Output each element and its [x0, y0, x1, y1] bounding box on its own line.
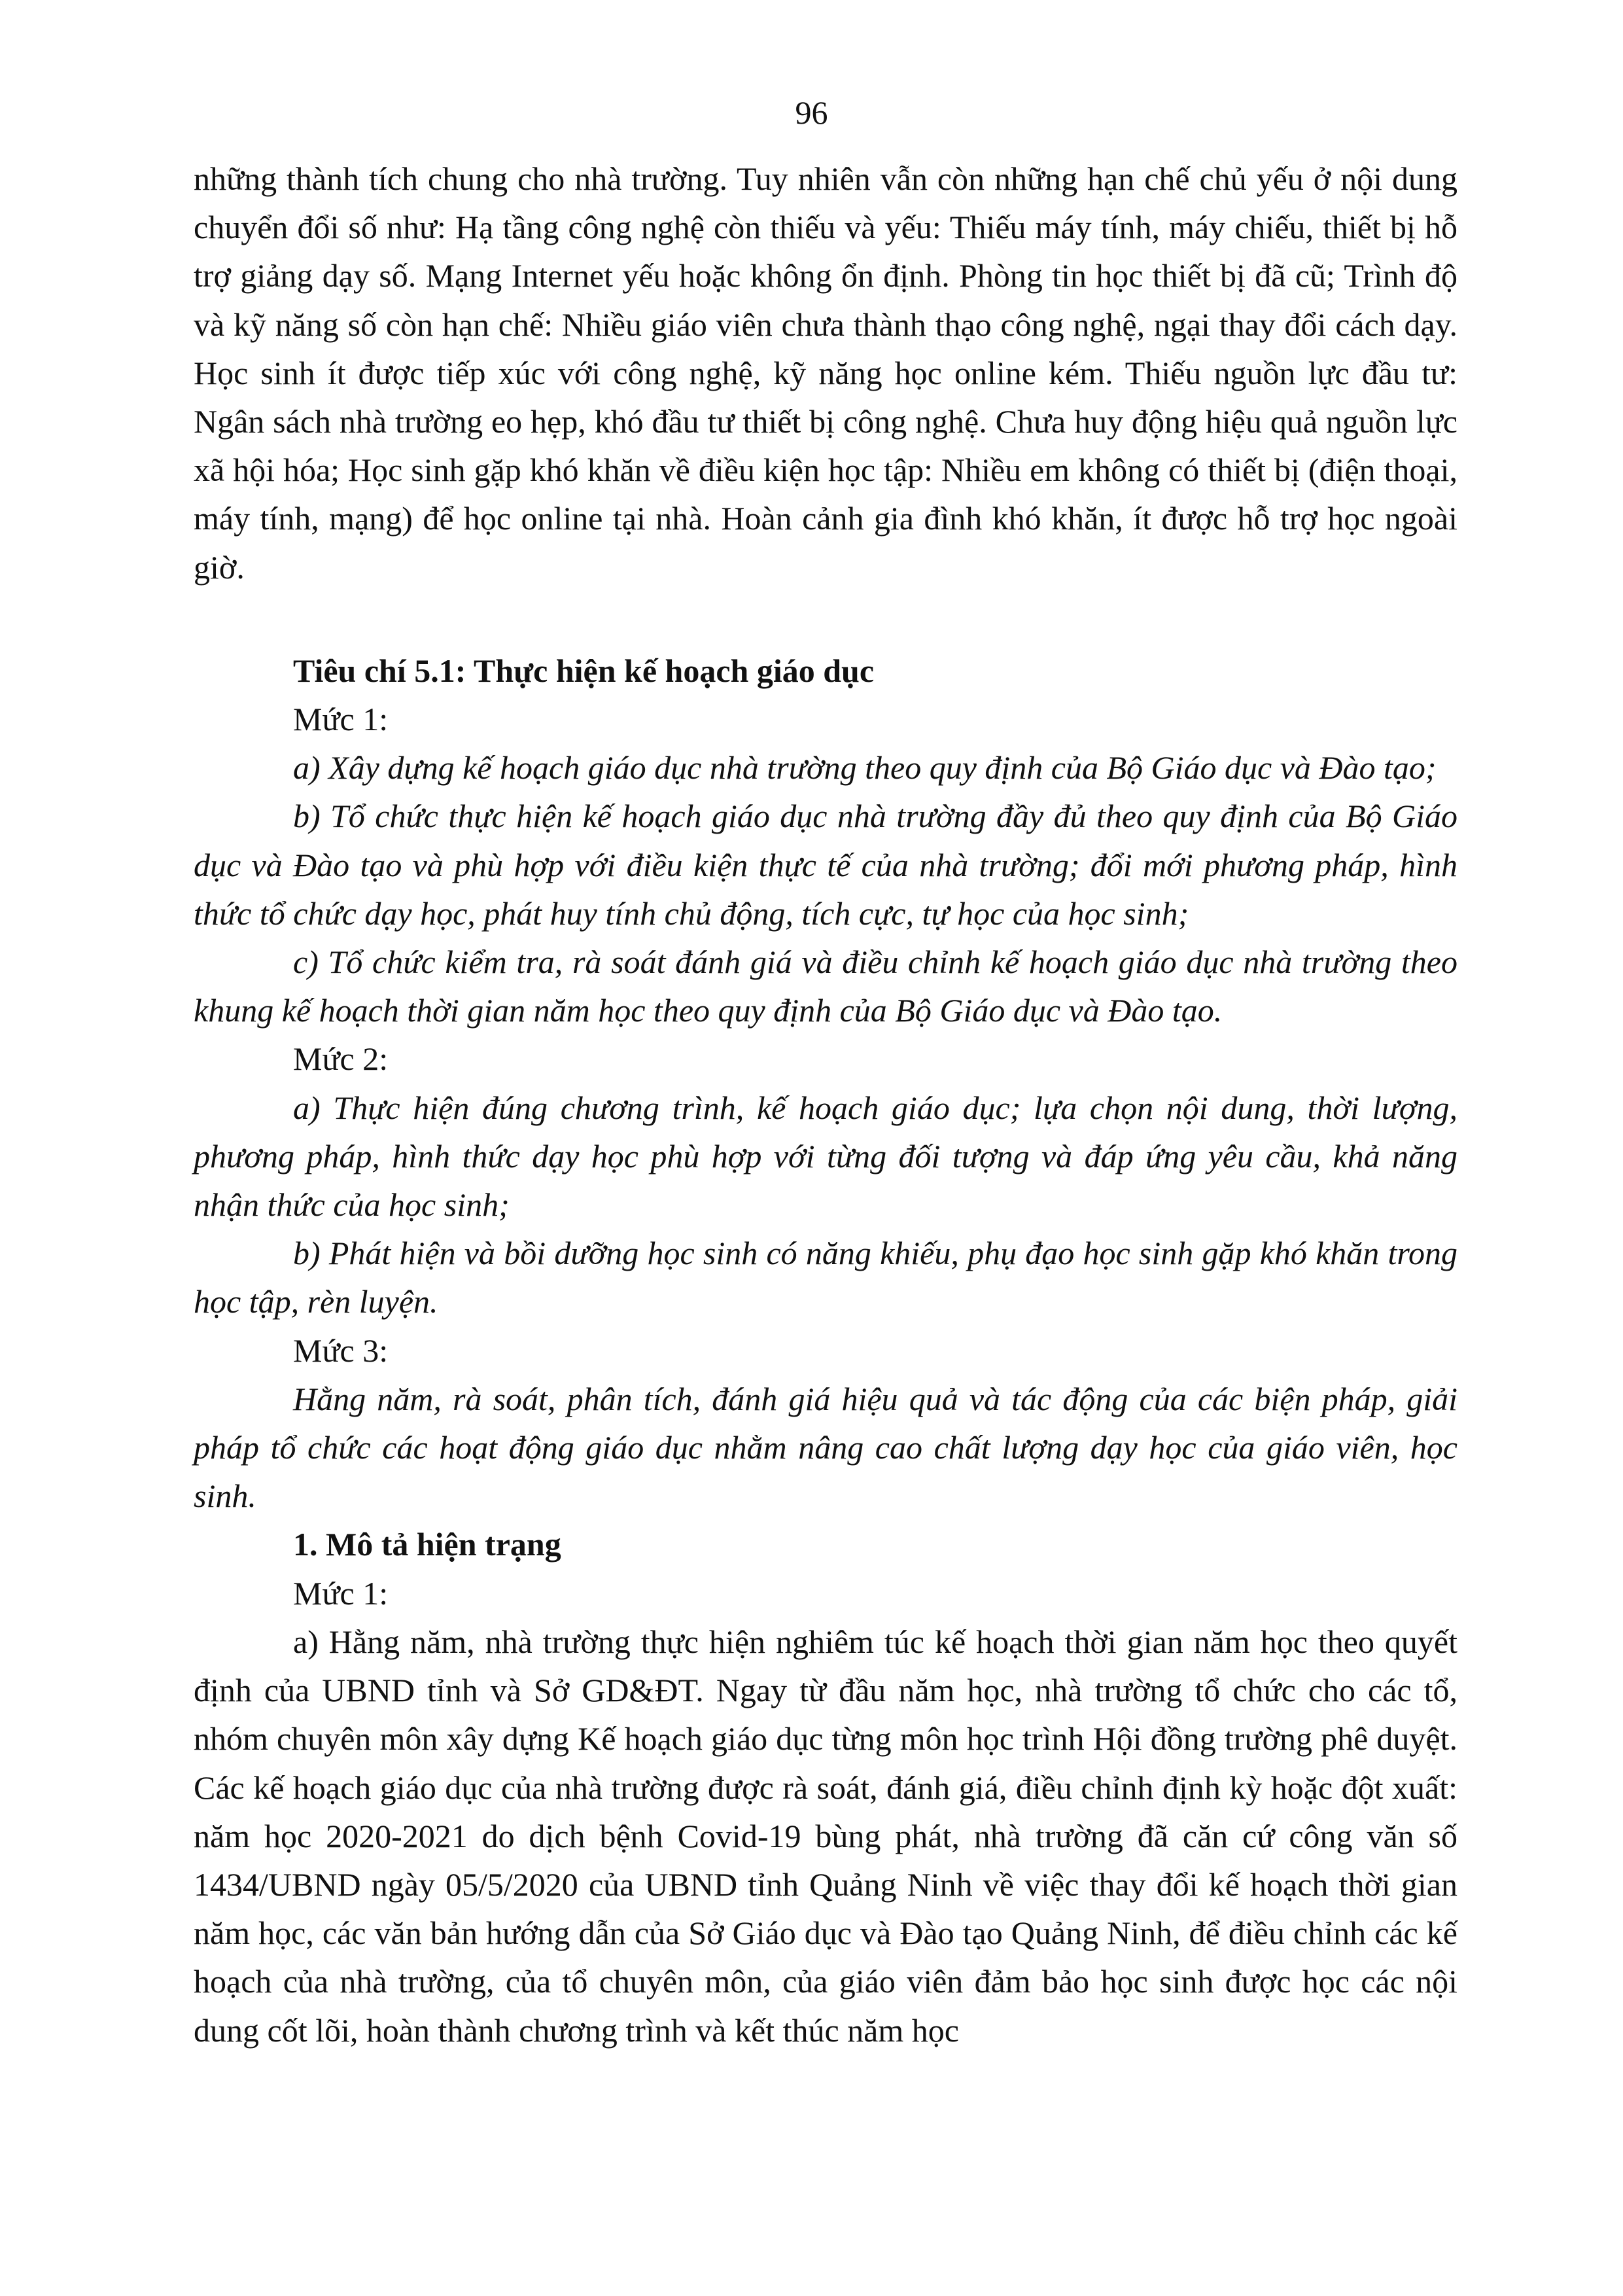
level2-label: Mức 2: — [293, 1040, 389, 1078]
level3-text: Hằng năm, rà soát, phân tích, đánh giá hiệu quả và tác động của các biện pháp, giải pháp tổ chức các hoạt động giáo dục nhằm nâng cao chất lượng dạy học của giáo viên, học sinh. — [194, 1380, 1457, 1515]
level2-item-b: b) Phát hiện và bồi dưỡng học sinh có năng khiếu, phụ đạo học sinh gặp khó khăn trong học tập, rèn luyện. — [194, 1235, 1457, 1320]
level1-item-a: a) Xây dựng kế hoạch giáo dục nhà trường theo quy định của Bộ Giáo dục và Đào tạo; — [293, 749, 1437, 786]
level1-label: Mức 1: — [293, 701, 389, 738]
level1-item-b: b) Tổ chức thực hiện kế hoạch giáo dục nhà trường đầy đủ theo quy định của Bộ Giáo dục và Đào tạo và phù hợp với điều kiện thực tế của nhà trường; đổi mới phương pháp, hình thức tổ chức dạy học, phát huy tính chủ động, tích cực, tự học của học sinh; — [194, 798, 1457, 932]
level3-label: Mức 3: — [293, 1332, 389, 1369]
criterion-heading: Tiêu chí 5.1: Thực hiện kế hoạch giáo dục — [293, 652, 875, 689]
level1-item-c: c) Tổ chức kiểm tra, rà soát đánh giá và điều chỉnh kế hoạch giáo dục nhà trường theo khung kế hoạch thời gian năm học theo quy định của Bộ Giáo dục và Đào tạo. — [194, 944, 1457, 1029]
intro-paragraph: những thành tích chung cho nhà trường. Tuy nhiên vẫn còn những hạn chế chủ yếu ở nội dung chuyển đổi số như: Hạ tầng công nghệ còn thiếu và yếu: Thiếu máy tính, máy chiếu, thiết bị hỗ trợ giảng dạy số. Mạng Internet yếu hoặc không ổn định. Phòng tin học thiết bị đã cũ; Trình độ và kỹ năng số còn hạn chế: Nhiều giáo viên chưa thành thạo công nghệ, ngại thay đổi cách dạy. Học sinh ít được tiếp xúc với công nghệ, kỹ năng học online kém. Thiếu nguồn lực đầu tư: Ngân sách nhà trường eo hẹp, khó đầu tư thiết bị công nghệ. Chưa huy động hiệu quả nguồn lực xã hội hóa; Học sinh gặp khó khăn về điều kiện học tập: Nhiều em không có thiết bị (điện thoại, máy tính, mạng) để học online tại nhà. Hoàn cảnh gia đình khó khăn, ít được hỗ trợ học ngoài giờ. — [194, 160, 1457, 586]
page-number: 96 — [795, 94, 828, 131]
document-body — [194, 154, 1457, 2055]
section-level1-item-a: a) Hằng năm, nhà trường thực hiện nghiêm túc kế hoạch thời gian năm học theo quyết định của UBND tỉnh và Sở GD&ĐT. Ngay từ đầu năm học, nhà trường tổ chức cho các tổ, nhóm chuyên môn xây dựng Kế hoạch giáo dục từng môn học trình Hội đồng trường phê duyệt. Các kế hoạch giáo dục của nhà trường được rà soát, đánh giá, điều chỉnh định kỳ hoặc đột xuất: năm học 2020-2021 do dịch bệnh Covid-19 bùng phát, nhà trường đã căn cứ công văn số 1434/UBND ngày 05/5/2020 của UBND tỉnh Quảng Ninh về việc thay đổi kế hoạch thời gian năm học, các văn bản hướng dẫn của Sở Giáo dục và Đào tạo Quảng Ninh, để điều chỉnh các kế hoạch của nhà trường, của tổ chuyên môn, của giáo viên đảm bảo học sinh được học các nội dung cốt lõi, hoàn thành chương trình và kết thúc năm học — [194, 1623, 1457, 2049]
section-level1-label: Mức 1: — [293, 1574, 389, 1612]
level2-item-a: a) Thực hiện đúng chương trình, kế hoạch giáo dục; lựa chọn nội dung, thời lượng, phương pháp, hình thức dạy học phù hợp với từng đối tượng và đáp ứng yêu cầu, khả năng nhận thức của học sinh; — [194, 1089, 1457, 1224]
section-heading: 1. Mô tả hiện trạng — [293, 1526, 561, 1563]
